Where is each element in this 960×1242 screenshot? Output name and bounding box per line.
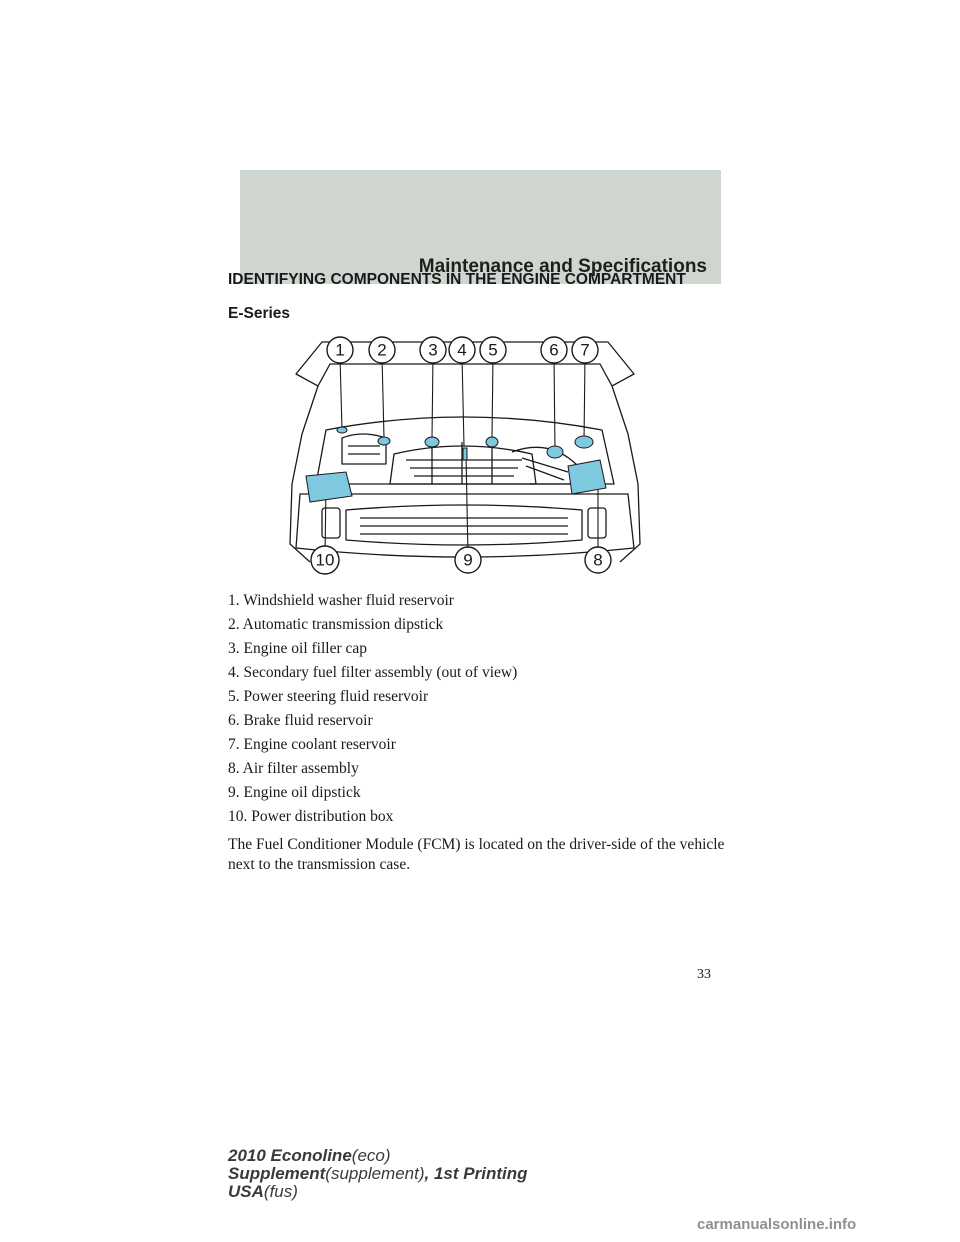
watermark-link[interactable]: carmanualsonline.info [697,1216,857,1233]
footer-market-code: (fus) [263,1182,298,1201]
list-item: 7. Engine coolant reservoir [228,736,396,753]
footer-model: 2010 Econoline [228,1146,352,1165]
callout-4 [449,337,475,363]
list-item: 6. Brake fluid reservoir [228,712,373,729]
engine-compartment-illustration [282,334,646,576]
callout-8 [585,547,611,573]
callout-2 [369,337,395,363]
list-item: 2. Automatic transmission dipstick [228,616,444,633]
callout-10 [311,546,339,574]
svg-text:6: 6 [549,340,559,360]
footer-separator: , [424,1164,434,1183]
svg-text:10: 10 [315,550,335,570]
callout-7 [572,337,598,363]
list-item: 4. Secondary fuel filter assembly (out of view) [228,664,518,681]
list-item: 8. Air filter assembly [228,760,359,777]
section-header-title: Maintenance and Specifications [418,256,707,277]
callout-6 [541,337,567,363]
list-item: 9. Engine oil dipstick [228,784,361,801]
page-number: 33 [697,967,711,982]
list-item: 5. Power steering fluid reservoir [228,688,429,705]
svg-text:8: 8 [593,550,603,570]
left-fender [290,386,318,562]
svg-text:4: 4 [457,340,467,360]
subheading: E-Series [228,305,291,322]
svg-text:2: 2 [377,340,387,360]
list-item: 3. Engine oil filler cap [228,640,368,657]
list-item: 1. Windshield washer fluid reservoir [228,592,454,609]
right-fender [612,386,640,562]
svg-text:7: 7 [580,340,590,360]
callout-1 [327,337,353,363]
footer-model-code: (eco) [351,1146,391,1165]
svg-text:5: 5 [488,340,498,360]
component-list [228,589,517,829]
callout-3 [420,337,446,363]
footer-doc-code: (supplement) [325,1164,425,1183]
page-heading: IDENTIFYING COMPONENTS IN THE ENGINE COMPARTMENT [228,271,686,288]
footer-market: USA [228,1182,264,1201]
svg-text:1: 1 [335,340,345,360]
callout-9 [455,547,481,573]
footer-printing: 1st Printing [433,1164,528,1183]
list-item: 10. Power distribution box [228,808,394,825]
callout-5 [480,337,506,363]
front-grille [346,505,582,545]
document-footer [228,1147,527,1201]
svg-text:3: 3 [428,340,438,360]
section-header-band [240,170,721,284]
fcm-note: The Fuel Conditioner Module (FCM) is located on the driver-side of the vehicle next to the transmission case. [228,836,725,873]
svg-text:9: 9 [463,550,473,570]
footer-doc-type: Supplement [228,1164,326,1183]
